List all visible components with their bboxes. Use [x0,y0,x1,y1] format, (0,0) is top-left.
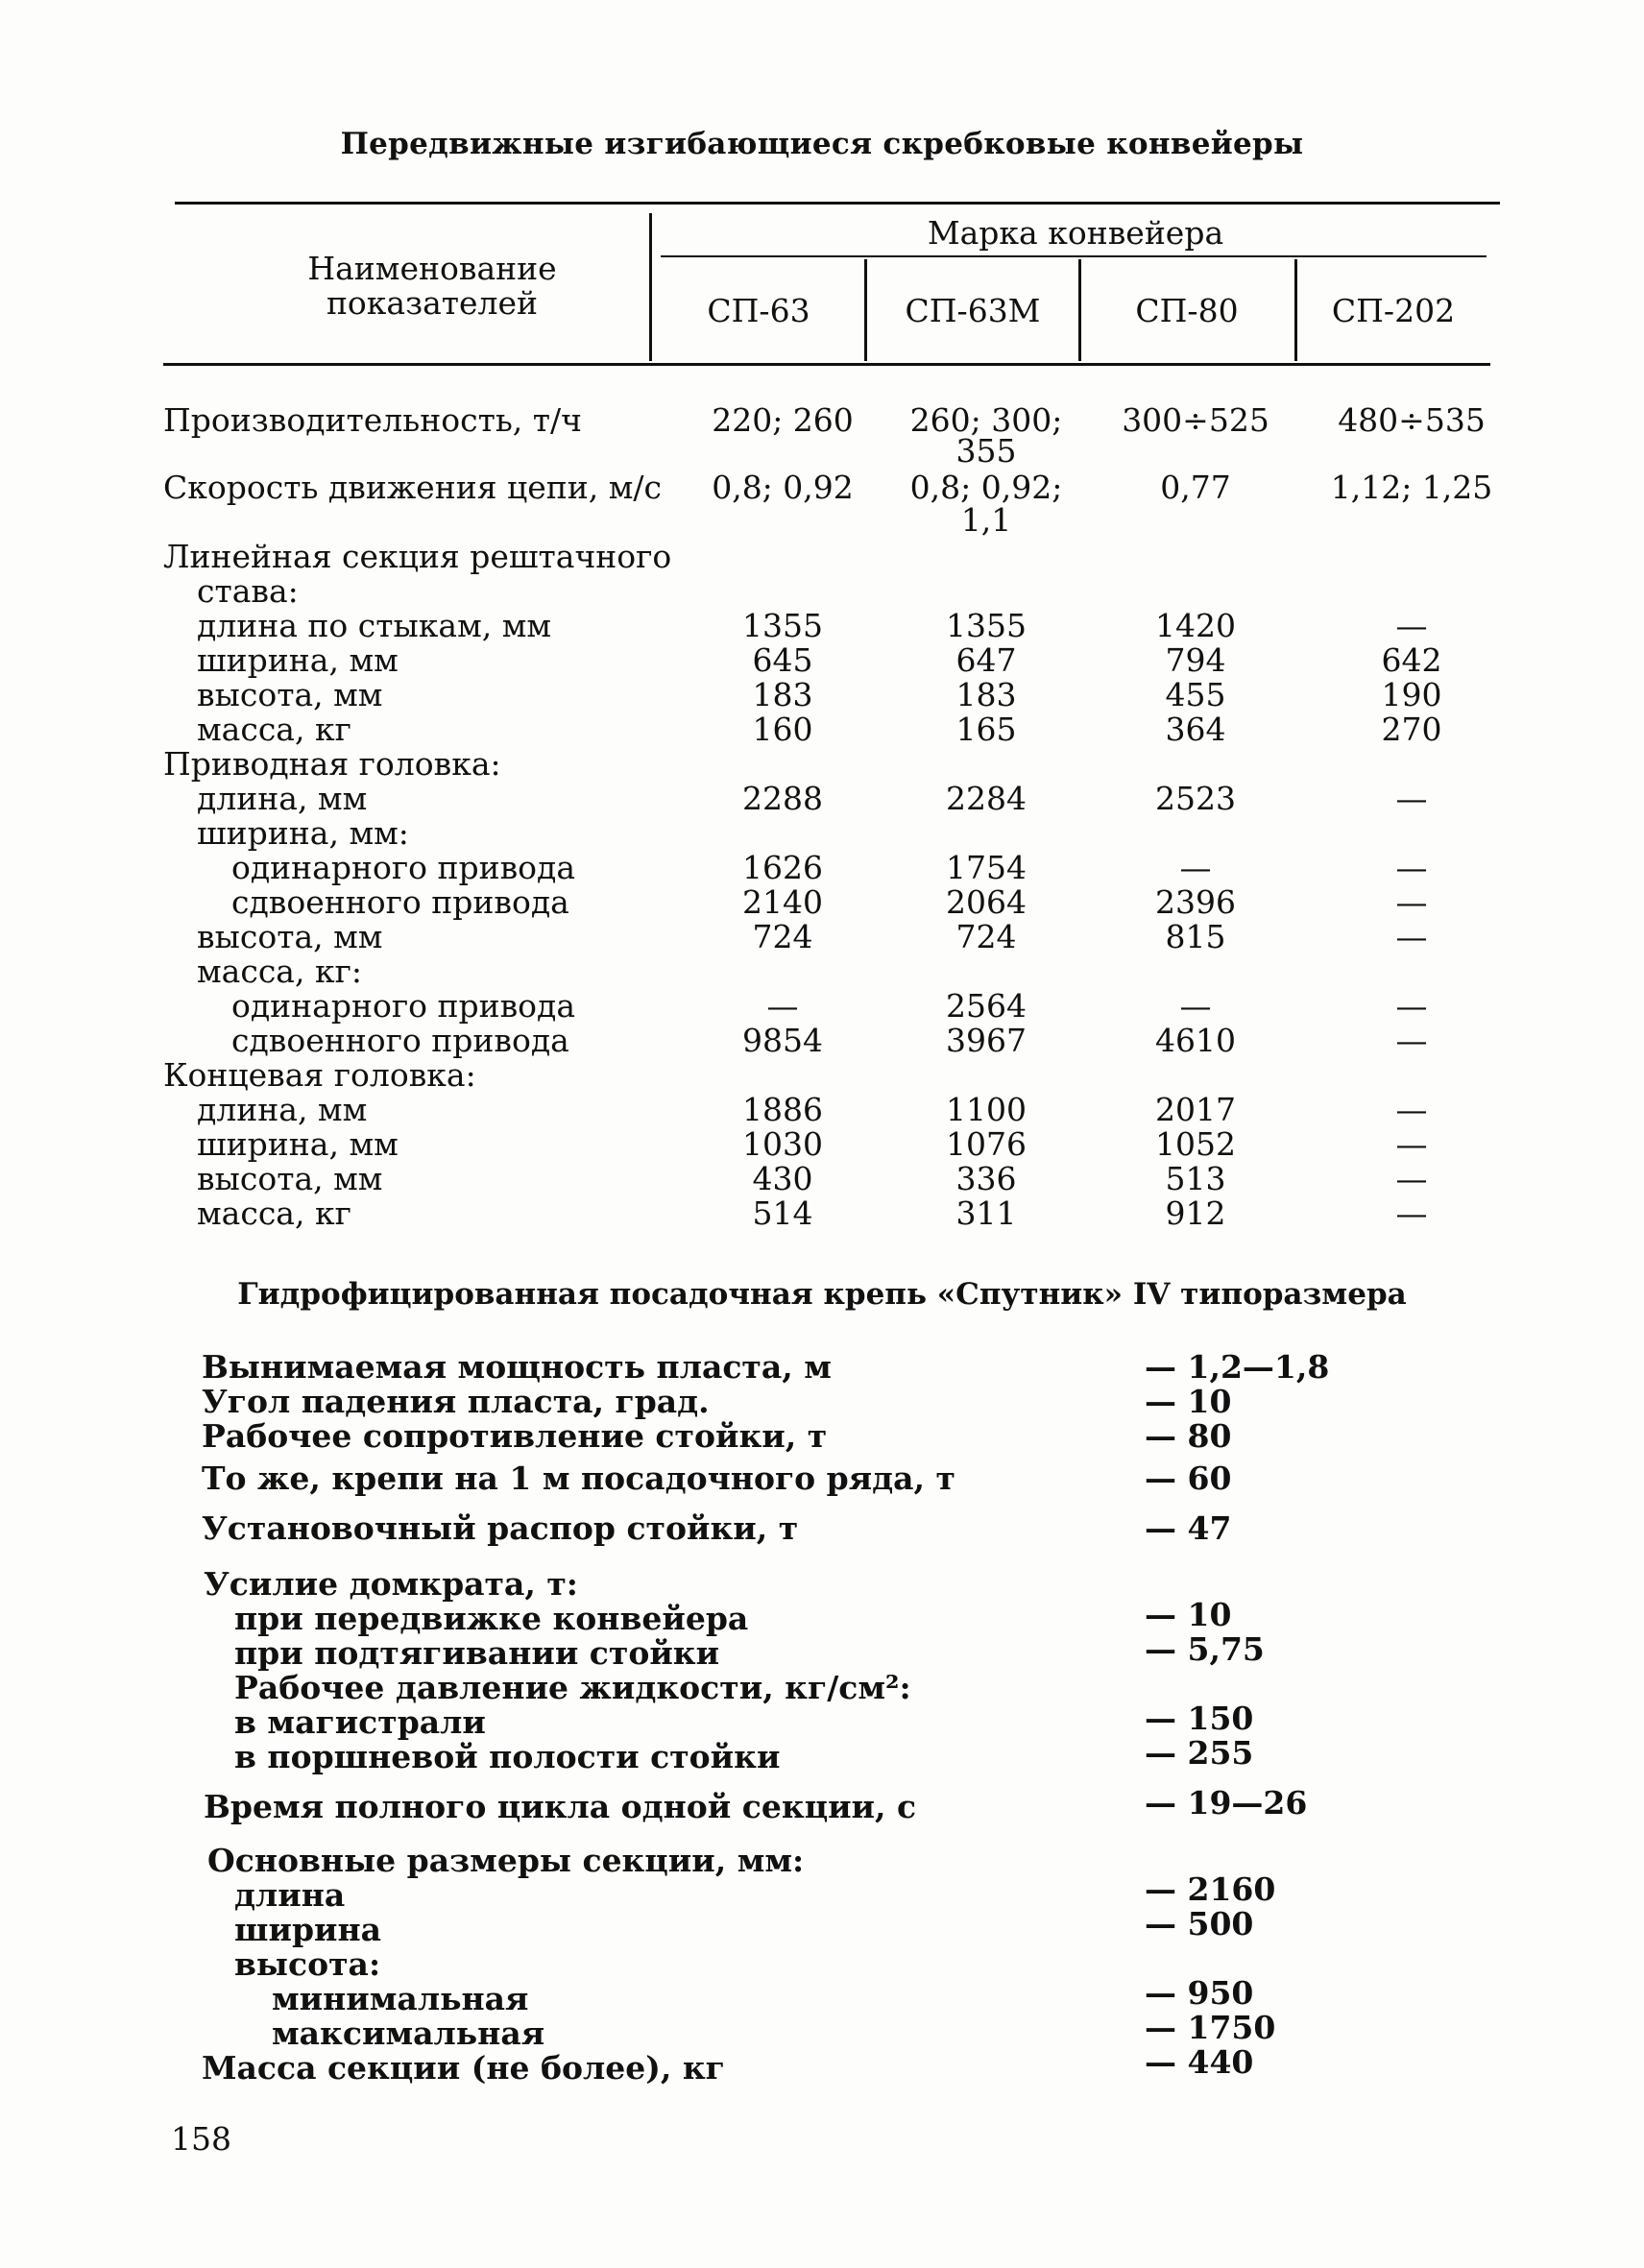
item-label: Рабочее давление жидкости, кг/см²: [234,1669,911,1706]
item-value: — 950 [1145,1974,1254,2012]
item-label: То же, крепи на 1 м посадочного ряда, т [202,1460,955,1497]
row-value: 355 [955,432,1017,470]
item-value: — 440 [1145,2043,1254,2081]
model-header: СП-202 [1331,292,1456,329]
row-value: — [1395,1091,1428,1128]
row-label: Приводная головка: [163,745,501,783]
row-value: 183 [752,676,813,713]
item-label: максимальная [272,2015,545,2052]
row-value: 190 [1381,676,1442,713]
row-label: ширина, мм: [197,814,409,852]
item-value: — 500 [1145,1905,1254,1942]
conveyor-table-title: Передвижные изгибающиеся скребковые конвейеры [340,127,1304,161]
row-value: 9854 [742,1022,823,1059]
row-value: 0,8; 0,92 [712,469,854,506]
row-value: 642 [1381,641,1442,679]
header-divider [649,213,652,361]
row-value: 1355 [946,607,1027,644]
row-value: 2064 [946,883,1027,921]
item-label: Вынимаемая мощность пласта, м [202,1348,832,1386]
row-value: 912 [1165,1194,1226,1232]
brand-group-header: Марка конвейера [927,214,1224,252]
row-value: 1076 [946,1125,1027,1163]
row-value: 2284 [946,780,1027,817]
item-label: при передвижке конвейера [234,1600,749,1637]
row-label: высота, мм [197,676,383,713]
row-label: Концевая головка: [163,1056,476,1094]
row-value: 0,77 [1160,469,1231,506]
row-value: 2523 [1155,780,1236,817]
item-label: при подтягивании стойки [234,1634,720,1672]
row-value: 2017 [1155,1091,1236,1128]
row-label: высота, мм [197,918,383,955]
item-label: ширина [234,1911,382,1948]
row-value: — [1395,607,1428,644]
header-bottom-rule [163,363,1490,366]
row-value: 270 [1381,711,1442,748]
row-value: — [1395,780,1428,817]
row-label: длина по стыкам, мм [197,607,552,644]
row-value: 1626 [742,849,823,886]
item-label: минимальная [272,1980,529,2017]
row-value: 160 [752,711,813,748]
row-value: 480÷535 [1338,401,1486,439]
row-value: 794 [1165,641,1226,679]
row-value: — [1395,918,1428,955]
name-column-header: Наименование показателей [307,250,557,322]
item-value: — 5,75 [1145,1630,1265,1668]
row-label: одинарного привода [231,987,576,1025]
row-label: масса, кг [197,1194,351,1232]
item-value: — 1750 [1145,2009,1276,2046]
item-label: длина [234,1876,346,1914]
item-label: Угол падения пласта, град. [202,1383,710,1420]
page-number: 158 [171,2120,231,2158]
row-value: 0,8; 0,92; [909,469,1063,506]
row-value: 513 [1165,1160,1226,1197]
row-value: 260; 300; [909,401,1063,439]
row-label: длина, мм [197,780,368,817]
item-label: Рабочее сопротивление стойки, т [202,1417,828,1455]
row-value: 220; 260 [712,401,854,439]
row-value: 645 [752,641,813,679]
row-value: — [1395,883,1428,921]
item-value: — 150 [1145,1700,1254,1737]
row-value: 514 [752,1194,813,1232]
row-value: 647 [955,641,1017,679]
row-label: ширина, мм [197,641,399,679]
row-label: става: [197,572,299,610]
model-header: СП-63 [707,292,810,329]
row-label: масса, кг [197,711,351,748]
row-value: — [1179,849,1212,886]
row-label: Производительность, т/ч [163,401,582,439]
row-value: 1052 [1155,1125,1236,1163]
item-label: в поршневой полости стойки [234,1738,781,1775]
row-label: Линейная секция рештачного [163,538,672,575]
item-value: — 10 [1145,1596,1232,1633]
row-value: 183 [955,676,1017,713]
row-value: 1100 [946,1091,1027,1128]
item-label: в магистрали [234,1703,486,1741]
row-value: — [766,987,799,1025]
row-value: — [1395,1194,1428,1232]
row-value: — [1179,987,1212,1025]
row-value: 724 [955,918,1017,955]
row-value: — [1395,987,1428,1025]
row-value: 724 [752,918,813,955]
item-value: — 47 [1145,1509,1232,1547]
row-value: 1,12; 1,25 [1330,469,1493,506]
item-value: — 1,2—1,8 [1145,1348,1330,1386]
row-value: — [1395,1125,1428,1163]
item-label: Установочный распор стойки, т [202,1509,799,1547]
row-value: 2288 [742,780,823,817]
row-value: 1355 [742,607,823,644]
support-section-title: Гидрофицированная посадочная крепь «Спутник» IV типоразмера [237,1277,1407,1312]
row-value: — [1395,1160,1428,1197]
row-value: 2140 [742,883,823,921]
row-label: высота, мм [197,1160,383,1197]
row-value: 1030 [742,1125,823,1163]
row-value: 311 [955,1194,1017,1232]
row-value: 300÷525 [1122,401,1269,439]
model-header: СП-80 [1135,292,1239,329]
item-value: — 80 [1145,1417,1232,1455]
row-value: — [1395,1022,1428,1059]
row-value: 3967 [946,1022,1027,1059]
row-value: 165 [955,711,1017,748]
row-value: 364 [1165,711,1226,748]
row-label: масса, кг: [197,953,362,990]
table-top-rule [175,202,1500,205]
item-label: Усилие домкрата, т: [204,1565,578,1603]
row-value: 430 [752,1160,813,1197]
item-value: — 10 [1145,1383,1232,1420]
row-label: длина, мм [197,1091,368,1128]
row-value: 1,1 [960,501,1012,539]
row-value: 2564 [946,987,1027,1025]
row-label: сдвоенного привода [231,1022,569,1059]
item-value: — 60 [1145,1460,1232,1497]
row-label: сдвоенного привода [231,883,569,921]
item-value: — 2160 [1145,1870,1276,1908]
row-label: одинарного привода [231,849,576,886]
row-value: — [1395,849,1428,886]
item-value: — 19—26 [1145,1784,1308,1822]
model-header: СП-63М [905,292,1041,329]
row-label: Скорость движения цепи, м/с [163,469,662,506]
row-value: 815 [1165,918,1226,955]
row-label: ширина, мм [197,1125,399,1163]
item-label: Основные размеры секции, мм: [207,1842,805,1879]
row-value: 336 [955,1160,1017,1197]
brand-group-rule [661,255,1487,257]
item-label: Время полного цикла одной секции, с [204,1788,917,1825]
row-value: 1886 [742,1091,823,1128]
item-label: Масса секции (не более), кг [202,2049,725,2087]
row-value: 1420 [1155,607,1236,644]
row-value: 2396 [1155,883,1236,921]
row-value: 1754 [946,849,1027,886]
row-value: 455 [1165,676,1226,713]
row-value: 4610 [1155,1022,1236,1059]
item-label: высота: [234,1945,381,1983]
item-value: — 255 [1145,1734,1254,1772]
